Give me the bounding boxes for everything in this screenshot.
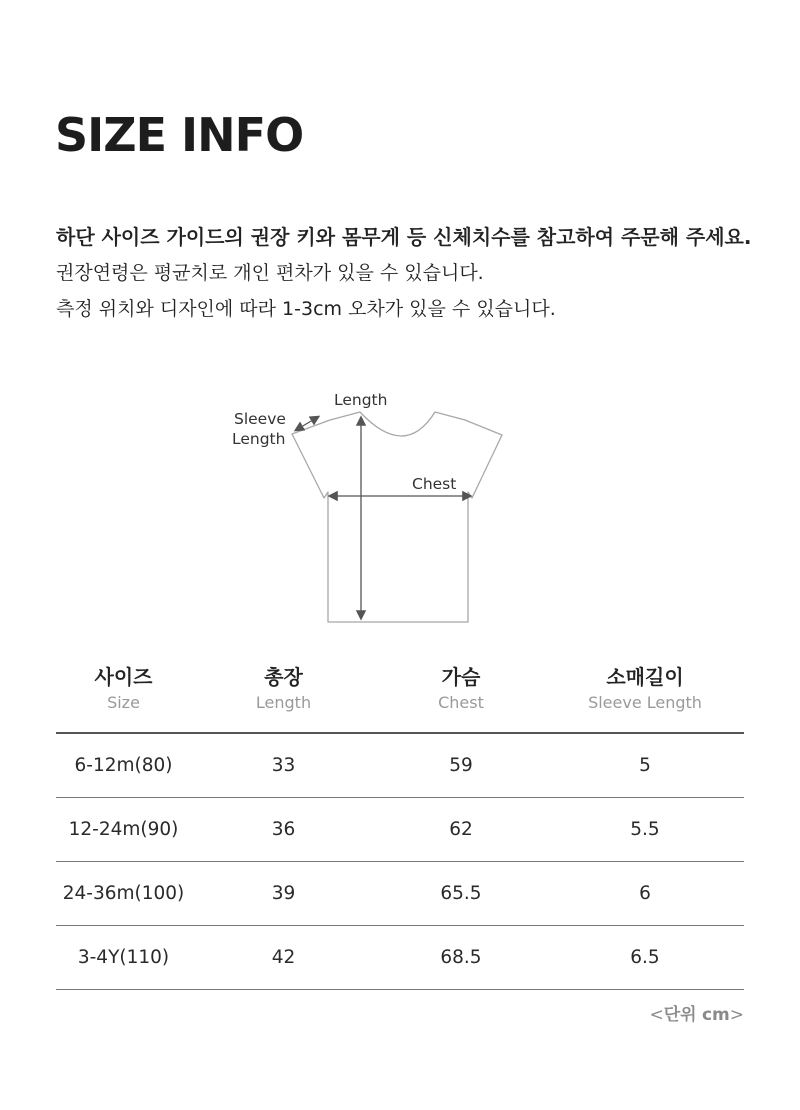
cell-size: 24-36m(100) bbox=[62, 883, 185, 904]
unit-note bbox=[649, 1000, 744, 1025]
cell-length: 39 bbox=[271, 883, 296, 904]
header-length-ko: 총장 bbox=[264, 665, 303, 689]
header-sleeve-length-ko: 소매길이 bbox=[606, 665, 684, 689]
tshirt-outline bbox=[292, 412, 502, 622]
cell-chest: 68.5 bbox=[440, 947, 482, 968]
size-table-header bbox=[56, 660, 744, 734]
cell-chest: 62 bbox=[449, 819, 473, 840]
unit-label: 단위 bbox=[663, 1005, 697, 1025]
size-table bbox=[56, 660, 744, 990]
cell-sleeve-length: 6 bbox=[639, 883, 651, 904]
cell-size: 3-4Y(110) bbox=[77, 947, 170, 968]
length-label: Length bbox=[334, 391, 388, 409]
tshirt-illustration bbox=[220, 380, 520, 640]
header-length bbox=[191, 660, 376, 732]
cell-size: 12-24m(90) bbox=[68, 819, 179, 840]
unit-open-bracket: < bbox=[649, 1005, 664, 1025]
note-measurement-error: 측정 위치와 디자인에 따라 1-3cm 오차가 있을 수 있습니다. bbox=[56, 298, 556, 320]
header-chest-en: Chest bbox=[438, 693, 484, 712]
sleeve-label-line1: Sleeve bbox=[234, 410, 286, 428]
cell-sleeve-length: 5 bbox=[639, 755, 651, 776]
cell-size: 6-12m(80) bbox=[74, 755, 173, 776]
cell-chest: 59 bbox=[449, 755, 473, 776]
header-sleeve-length bbox=[546, 660, 744, 732]
note-order-guide: 하단 사이즈 가이드의 권장 키와 몸무게 등 신체치수를 참고하여 주문해 주세요. bbox=[56, 225, 752, 249]
cell-length: 33 bbox=[271, 755, 296, 776]
header-chest bbox=[376, 660, 546, 732]
cell-chest: 65.5 bbox=[440, 883, 482, 904]
cell-length: 36 bbox=[271, 819, 296, 840]
sleeve-label-line2: Length bbox=[232, 430, 286, 448]
unit-close-bracket: > bbox=[729, 1005, 744, 1025]
unit-value: cm bbox=[701, 1005, 730, 1025]
header-size-en: Size bbox=[107, 693, 140, 712]
header-size bbox=[56, 660, 191, 732]
cell-sleeve-length: 6.5 bbox=[630, 947, 660, 968]
header-sleeve-length-en: Sleeve Length bbox=[588, 693, 702, 712]
table-row bbox=[56, 798, 744, 862]
page-title: SIZE INFO bbox=[55, 108, 304, 162]
cell-length: 42 bbox=[271, 947, 296, 968]
header-size-ko: 사이즈 bbox=[94, 665, 153, 689]
size-notes bbox=[56, 219, 776, 327]
header-length-en: Length bbox=[255, 693, 312, 712]
chest-label: Chest bbox=[412, 475, 457, 493]
note-age-average: 권장연령은 평균치로 개인 편차가 있을 수 있습니다. bbox=[56, 262, 484, 284]
table-row bbox=[56, 734, 744, 798]
cell-sleeve-length: 5.5 bbox=[630, 819, 660, 840]
header-chest-ko: 가슴 bbox=[441, 665, 481, 689]
table-row bbox=[56, 862, 744, 926]
tshirt-measurement-diagram bbox=[220, 380, 520, 640]
table-row bbox=[56, 926, 744, 990]
